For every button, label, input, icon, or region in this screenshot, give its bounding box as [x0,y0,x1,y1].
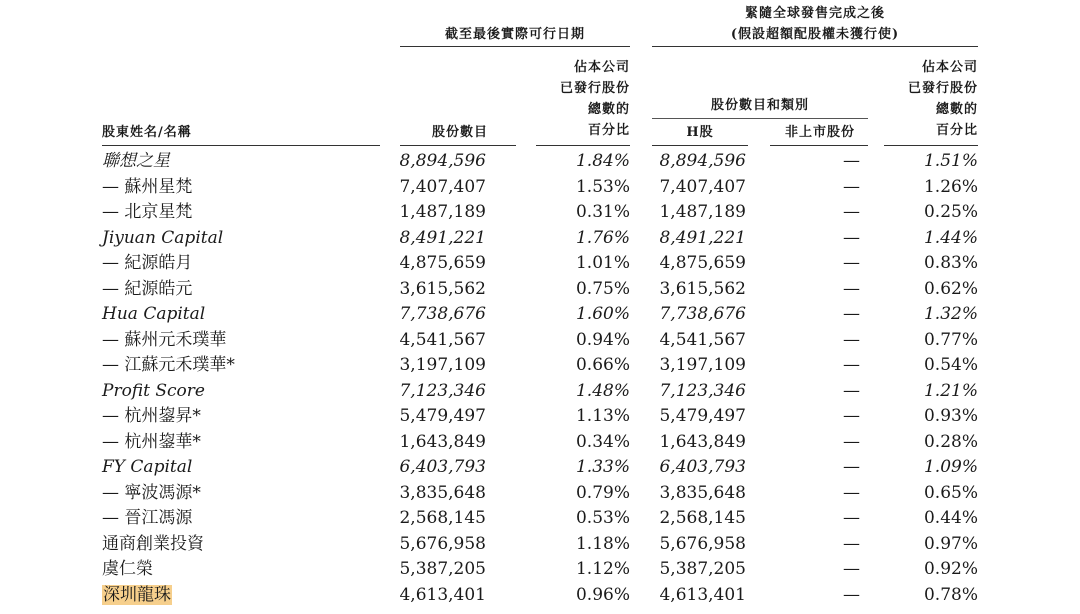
unlisted-shares: — [843,584,860,605]
h-shares: 5,676,958 [659,533,746,554]
pct-issued-after: 0.25% [923,202,978,222]
shareholder-name: FY Capital [102,457,193,477]
unlisted-header: 非上市股份 [784,125,855,140]
pct-issued-after: 1.21% [923,380,978,401]
unlisted-shares: — [843,431,860,452]
h-shares: 4,613,401 [659,584,746,605]
unlisted-shares: — [843,482,860,503]
shareholder-name: — 江蘇元禾璞華* [102,355,235,375]
num-shares: 5,479,497 [399,406,486,426]
num-shares: 4,541,567 [399,329,486,350]
shareholder-name: — 晉江馮源 [102,508,193,528]
pct-issued-after: 0.83% [923,253,978,273]
unlisted-shares: — [843,278,860,299]
pct-header-2-line2: 已發行股份 [907,81,978,96]
shareholder-name: — 北京星梵 [102,202,193,222]
shareholder-name: — 紀源皓月 [102,253,193,273]
shareholder-name-highlighted: 深圳龍珠 [103,584,171,605]
num-shares: 6,403,793 [399,457,486,477]
shareholder-name: — 蘇州元禾璞華 [102,329,227,350]
rule-shareholder [102,145,380,146]
rule-pct2 [884,145,978,146]
num-shares: 4,613,401 [399,584,486,605]
pct-issued: 1.13% [575,406,630,426]
table-row [0,582,1080,608]
pct-header-1-line2: 已發行股份 [559,81,630,96]
h-shares: 3,615,562 [659,278,746,299]
table-row [0,250,1080,276]
table-row [0,378,1080,404]
pct-issued-after: 1.44% [923,227,978,248]
num-shares: 7,407,407 [399,176,486,197]
num-shares: 3,835,648 [399,482,486,503]
pct-header-2-line4: 百分比 [935,123,978,138]
num-shares: 7,123,346 [399,380,486,401]
table-row [0,148,1080,174]
pct-issued-after: 0.44% [923,508,978,528]
pct-issued: 1.01% [575,253,630,273]
pct-issued: 1.12% [575,559,630,579]
pct-issued: 0.75% [575,278,630,299]
num-shares: 8,491,221 [399,227,486,248]
group-rule-1 [400,46,630,47]
pct-issued: 0.66% [575,355,630,375]
h-shares: 7,407,407 [659,176,746,197]
pct-header-1 [536,57,630,141]
num-shares: 8,894,596 [399,151,486,171]
unlisted-shares: — [843,355,860,375]
table-row [0,505,1080,531]
h-shares: 6,403,793 [659,457,746,477]
num-shares: 3,197,109 [399,355,486,375]
h-shares: 7,123,346 [659,380,746,401]
unlisted-shares: — [843,559,860,579]
table-row [0,301,1080,327]
pct-header-2-line3: 總數的 [935,102,978,117]
h-shares: 5,387,205 [659,559,746,579]
table-row [0,429,1080,455]
num-class-rule [652,118,868,119]
shareholder-name: 虞仁榮 [102,559,153,579]
pct-issued: 1.33% [575,457,630,477]
unlisted-shares: — [843,380,860,401]
unlisted-shares: — [843,151,860,171]
group-header-after-offering [652,3,978,45]
shareholder-name: 聯想之星 [102,151,170,171]
pct-issued-after: 0.54% [923,355,978,375]
table-row [0,225,1080,251]
pct-header-2-line1: 佔本公司 [921,60,978,75]
h-shares: 4,875,659 [659,253,746,273]
pct-issued-after: 1.32% [923,304,978,324]
rule-shares [400,145,516,146]
shareholder-name: 通商創業投資 [102,533,204,554]
table-row [0,174,1080,200]
pct-issued: 0.31% [575,202,630,222]
h-shares: 3,197,109 [659,355,746,375]
pct-header-2 [884,57,978,141]
group-header-after-offering-line2: (假設超額配股權未獲行使) [730,27,900,42]
shareholder-name: Hua Capital [102,304,206,324]
pct-issued-after: 1.26% [923,176,978,197]
num-shares: 1,643,849 [399,431,486,452]
table-row [0,199,1080,225]
table-row [0,352,1080,378]
pct-issued: 1.53% [575,176,630,197]
num-shares-header: 股份數目 [431,125,488,140]
unlisted-shares: — [843,508,860,528]
num-shares: 3,615,562 [399,278,486,299]
pct-issued: 0.79% [575,482,630,503]
unlisted-shares: — [843,176,860,197]
shareholder-name: — 杭州鋆昇* [102,406,201,426]
num-shares: 4,875,659 [399,253,486,273]
h-shares: 1,643,849 [659,431,746,452]
table-row [0,454,1080,480]
shareholder-name: — 杭州鋆華* [102,431,201,452]
table-row [0,531,1080,557]
num-shares: 5,387,205 [399,559,486,579]
pct-issued-after: 0.77% [923,329,978,350]
pct-issued-after: 0.78% [923,584,978,605]
unlisted-shares: — [843,304,860,324]
num-shares: 7,738,676 [399,304,486,324]
pct-issued-after: 0.62% [923,278,978,299]
pct-issued: 1.84% [575,151,630,171]
table-row [0,556,1080,582]
rule-h [652,145,748,146]
pct-issued: 1.60% [575,304,630,324]
pct-issued-after: 0.97% [923,533,978,554]
pct-issued: 1.18% [575,533,630,554]
h-shares: 7,738,676 [659,304,746,324]
table-row [0,276,1080,302]
shareholder-name: Jiyuan Capital [102,227,224,248]
h-shares: 5,479,497 [659,406,746,426]
pct-issued: 0.34% [575,431,630,452]
table-row [0,327,1080,353]
shareholder-header: 股東姓名/名稱 [102,125,192,140]
unlisted-shares: — [843,457,860,477]
h-shares: 8,491,221 [659,227,746,248]
num-shares: 2,568,145 [399,508,486,528]
pct-issued: 1.76% [575,227,630,248]
rule-unlisted [770,145,868,146]
table-row [0,480,1080,506]
pct-header-1-line4: 百分比 [587,123,630,138]
rule-pct [536,145,630,146]
h-shares: 2,568,145 [659,508,746,528]
num-shares: 1,487,189 [399,202,486,222]
pct-issued-after: 0.65% [923,482,978,503]
pct-issued-after: 0.92% [923,559,978,579]
shareholder-name: Profit Score [102,380,205,401]
shareholder-name: — 紀源皓元 [102,278,193,299]
pct-header-1-line1: 佔本公司 [573,60,630,75]
pct-issued-after: 1.51% [923,151,978,171]
h-shares: 8,894,596 [659,151,746,171]
pct-issued-after: 1.09% [923,457,978,477]
shareholding-table [0,148,1080,607]
pct-issued: 0.94% [575,329,630,350]
unlisted-shares: — [843,202,860,222]
group-header-latest-date: 截至最後實際可行日期 [444,27,585,42]
unlisted-shares: — [843,227,860,248]
shareholder-name: — 蘇州星梵 [102,176,193,197]
group-header-after-offering-line1: 緊隨全球發售完成之後 [744,6,885,21]
unlisted-shares: — [843,329,860,350]
pct-header-1-line3: 總數的 [587,102,630,117]
pct-issued: 0.53% [575,508,630,528]
num-class-header: 股份數目和類別 [710,98,809,113]
h-shares-header: H股 [686,125,714,140]
group-rule-2 [652,46,978,47]
h-shares: 3,835,648 [659,482,746,503]
unlisted-shares: — [843,406,860,426]
shareholder-name: — 寧波馮源* [102,482,201,503]
unlisted-shares: — [843,533,860,554]
h-shares: 1,487,189 [659,202,746,222]
pct-issued: 1.48% [575,380,630,401]
unlisted-shares: — [843,253,860,273]
table-row [0,403,1080,429]
num-shares: 5,676,958 [399,533,486,554]
pct-issued-after: 0.28% [923,431,978,452]
pct-issued-after: 0.93% [923,406,978,426]
h-shares: 4,541,567 [659,329,746,350]
pct-issued: 0.96% [575,584,630,605]
